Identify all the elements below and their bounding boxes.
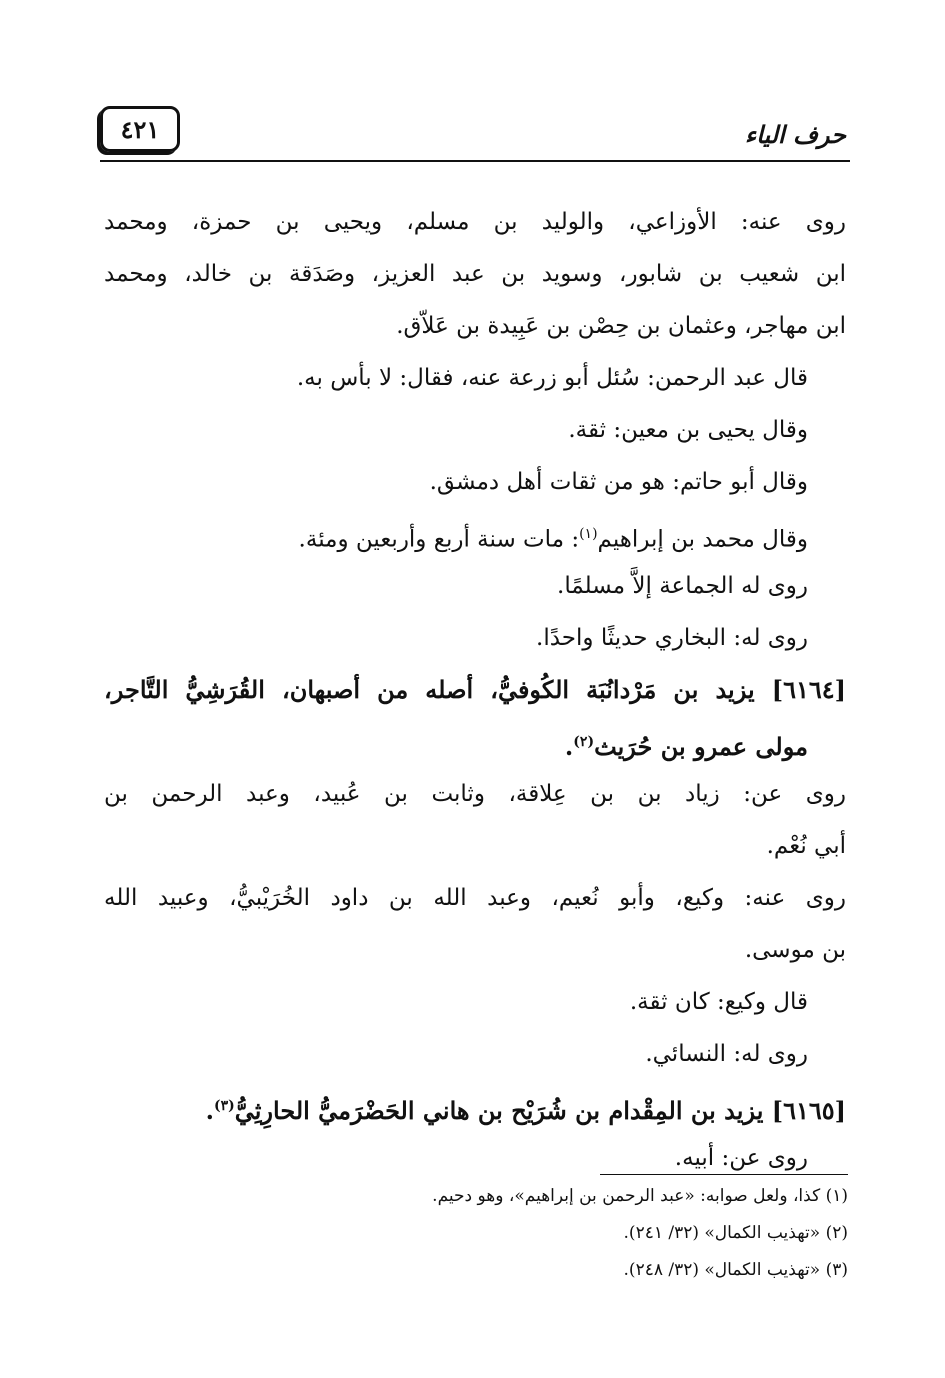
text-segment: : مات سنة أربع وأربعين ومئة. xyxy=(298,526,580,553)
text-line: ابن شعيب بن شابور، وسويد بن عبد العزيز، وصَدَقة بن خالد، ومحمد xyxy=(104,261,846,287)
text-line: ابن مهاجر، وعثمان بن حِصْن بن عَبِيدة بن عَلاّق. xyxy=(396,313,846,339)
header-rule xyxy=(100,160,850,162)
text-line: روى له الجماعة إلاَّ مسلمًا. xyxy=(557,573,808,599)
footnote-marker: (٢) xyxy=(573,734,595,750)
footnote: (٢) «تهذيب الكمال» (٣٢/ ٢٤١). xyxy=(623,1223,848,1243)
text-segment: مولى عمرو بن حُرَيث xyxy=(594,732,808,761)
body-text xyxy=(104,196,846,1184)
page-number: ٤٢١ xyxy=(100,106,180,152)
text-segment: وقال محمد بن إبراهيم xyxy=(597,526,808,553)
footnote-marker: (٣) xyxy=(213,1098,235,1114)
text-line: أبي نُعْم. xyxy=(766,833,846,859)
text-line: قال عبد الرحمن: سُئل أبو زرعة عنه، فقال: لا بأس به. xyxy=(296,365,808,391)
entry-heading xyxy=(104,1080,846,1132)
text-line: روى عنه: وكيع، وأبو نُعيم، وعبد الله بن داود الخُرَيْبيُّ، وعبيد الله xyxy=(104,885,846,911)
entry-heading: [٦١٦٤] يزيد بن مَرْدانُبَة الكُوفيُّ، أصله من أصبهان، القُرَشِيُّ التَّاجر، xyxy=(104,675,846,704)
footnote-marker: (١) xyxy=(579,526,598,542)
text-line: روى له: البخاري حديثًا واحدًا. xyxy=(536,625,808,651)
entry-heading xyxy=(104,716,846,768)
footnotes xyxy=(300,1170,848,1289)
text-segment: . xyxy=(205,1096,214,1125)
text-segment: [٦١٦٥] يزيد بن المِقْدام بن شُرَيْح بن هاني الحَضْرَميُّ الحارِثِيُّ xyxy=(234,1096,846,1125)
text-line: قال وكيع: كان ثقة. xyxy=(629,989,808,1015)
footnote: (١) كذا، ولعل صوابه: «عبد الرحمن بن إبراهيم»، وهو دحيم. xyxy=(432,1186,848,1206)
text-line: وقال يحيى بن معين: ثقة. xyxy=(568,417,808,443)
text-line: روى عنه: الأوزاعي، والوليد بن مسلم، ويحيى بن حمزة، ومحمد xyxy=(104,209,846,235)
text-line: روى له: النسائي. xyxy=(645,1041,808,1067)
text-line xyxy=(104,508,846,560)
text-segment: . xyxy=(564,732,574,761)
running-title: حرف الياء xyxy=(744,120,846,149)
page-header xyxy=(100,100,850,162)
text-line: وقال أبو حاتم: هو من ثقات أهل دمشق. xyxy=(429,469,808,495)
text-line: بن موسى. xyxy=(744,937,846,963)
text-line: روى عن: زياد بن بن عِلاقة، وثابت بن عُبيد، وعبد الرحمن بن xyxy=(104,781,846,807)
text-line: روى عن: أبيه. xyxy=(674,1145,808,1171)
footnote: (٣) «تهذيب الكمال» (٣٢/ ٢٤٨). xyxy=(623,1260,848,1280)
